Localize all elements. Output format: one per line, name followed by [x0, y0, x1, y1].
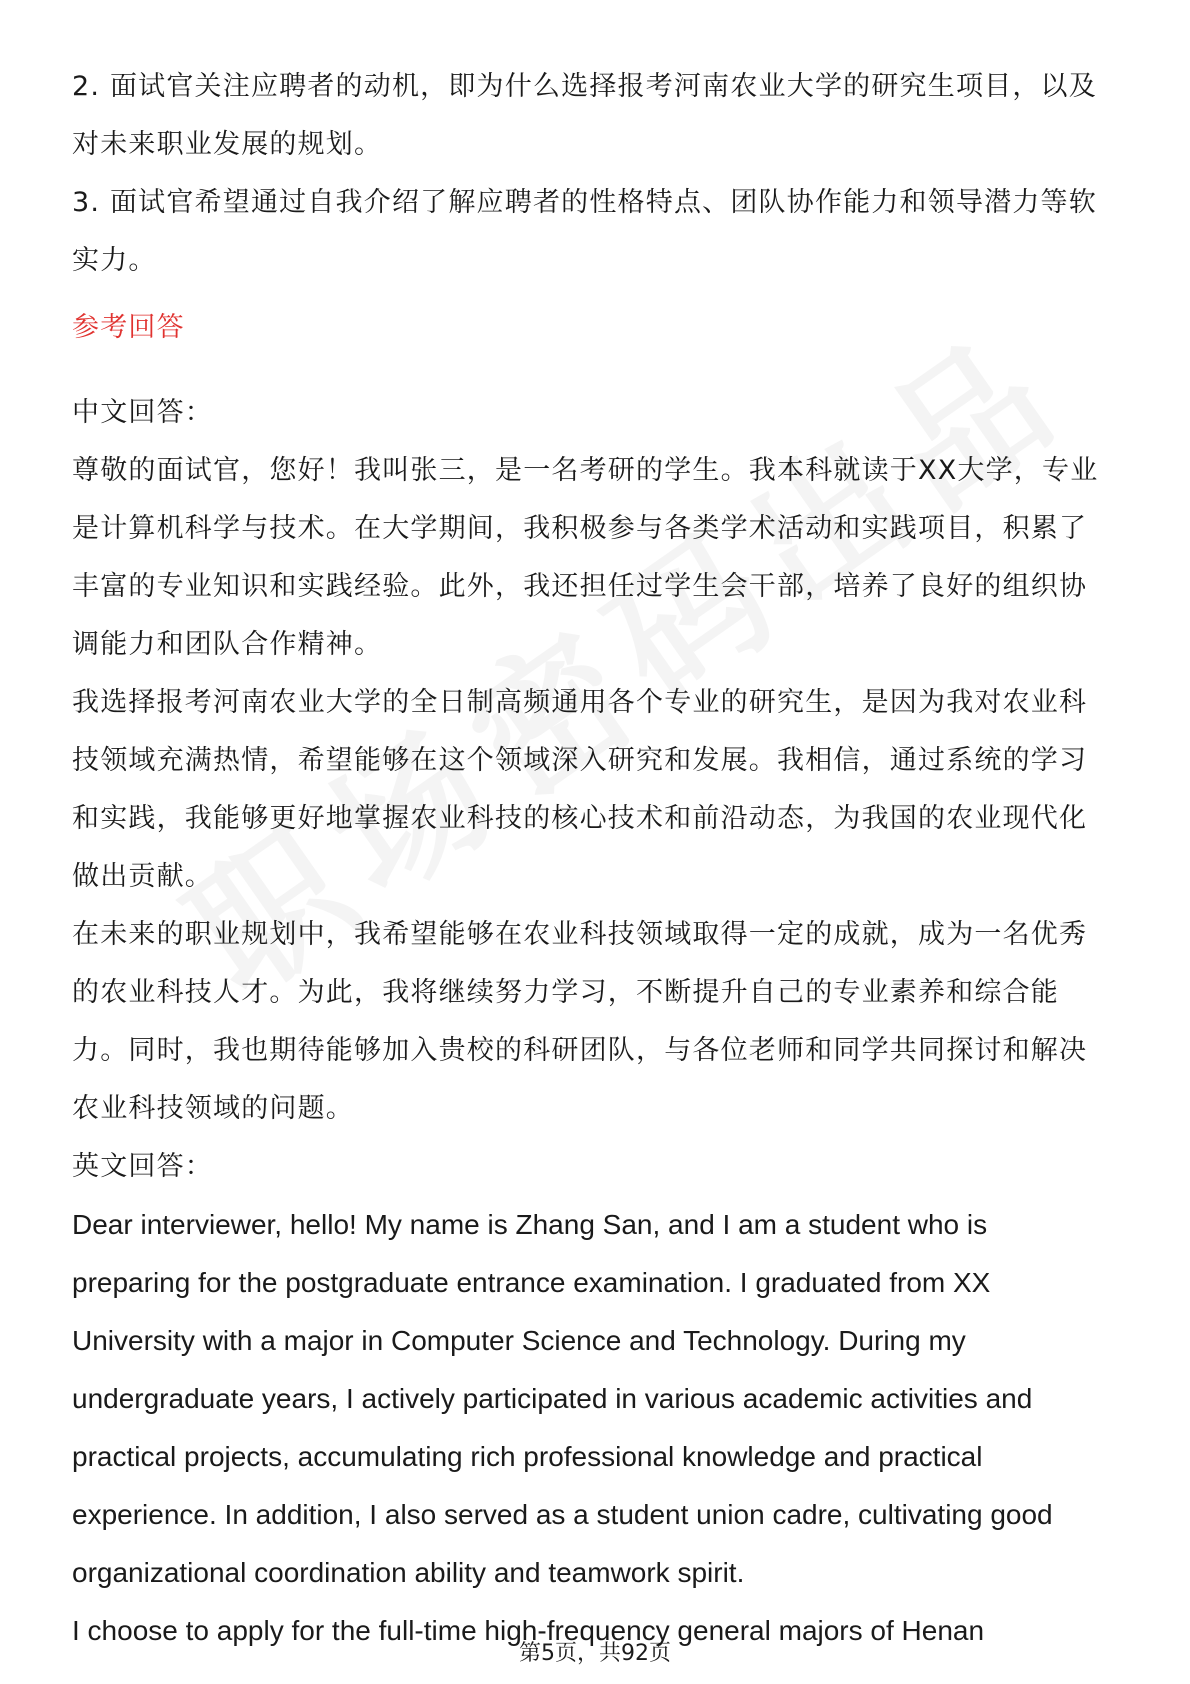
- intro-points: [72, 58, 1132, 290]
- answer-line: 的农业科技人才。为此，我将继续努力学习，不断提升自己的专业素养和综合能: [72, 977, 1059, 1008]
- answer-line: 是计算机科学与技术。在大学期间，我积极参与各类学术活动和实践项目，积累了: [72, 513, 1088, 544]
- answer-line: 在未来的职业规划中，我希望能够在农业科技领域取得一定的成就，成为一名优秀: [72, 919, 1088, 950]
- intro-line: 3. 面试官希望通过自我介绍了解应聘者的性格特点、团队协作能力和领导潜力等软: [72, 187, 1097, 218]
- answer-line: 我选择报考河南农业大学的全日制高频通用各个专业的研究生，是因为我对农业科: [72, 687, 1088, 718]
- answer-line: 丰富的专业知识和实践经验。此外，我还担任过学生会干部，培养了良好的组织协: [72, 571, 1088, 602]
- reference-answer-heading: 参考回答: [72, 312, 185, 343]
- intro-line: 对未来职业发展的规划。: [72, 129, 383, 160]
- chinese-answer: [72, 442, 1132, 1138]
- answer-line: 力。同时，我也期待能够加入贵校的科研团队，与各位老师和同学共同探讨和解决: [72, 1035, 1088, 1066]
- answer-line: University with a major in Computer Science and Technology. During my: [72, 1325, 966, 1356]
- answer-line: 调能力和团队合作精神。: [72, 629, 383, 660]
- chinese-answer-heading: 中文回答：: [72, 397, 213, 428]
- answer-line: preparing for the postgraduate entrance examination. I graduated from XX: [72, 1267, 991, 1298]
- answer-line: undergraduate years, I actively participated in various academic activities and: [72, 1383, 1033, 1414]
- document-page: [72, 58, 1132, 1660]
- answer-line: Dear interviewer, hello! My name is Zhang San, and I am a student who is: [72, 1209, 988, 1240]
- english-answer-heading: 英文回答：: [72, 1151, 213, 1182]
- intro-line: 实力。: [72, 245, 157, 276]
- answer-line: 技领域充满热情，希望能够在这个领域深入研究和发展。我相信，通过系统的学习: [72, 745, 1088, 776]
- answer-line: I choose to apply for the full-time high-frequency general majors of Henan: [72, 1615, 985, 1646]
- answer-line: experience. In addition, I also served as a student union cadre, cultivating good: [72, 1499, 1053, 1530]
- answer-line: 和实践，我能够更好地掌握农业科技的核心技术和前沿动态，为我国的农业现代化: [72, 803, 1088, 834]
- intro-line: 2. 面试官关注应聘者的动机，即为什么选择报考河南农业大学的研究生项目，以及: [72, 71, 1097, 102]
- english-answer: [72, 1196, 1132, 1660]
- answer-line: practical projects, accumulating rich professional knowledge and practical: [72, 1441, 983, 1472]
- page-number: 第5页，共92页: [519, 1641, 671, 1666]
- answer-line: 尊敬的面试官，您好！我叫张三，是一名考研的学生。我本科就读于XX大学，专业: [72, 455, 1099, 486]
- answer-line: organizational coordination ability and teamwork spirit.: [72, 1557, 745, 1588]
- answer-line: 农业科技领域的问题。: [72, 1093, 354, 1124]
- answer-line: 做出贡献。: [72, 861, 213, 892]
